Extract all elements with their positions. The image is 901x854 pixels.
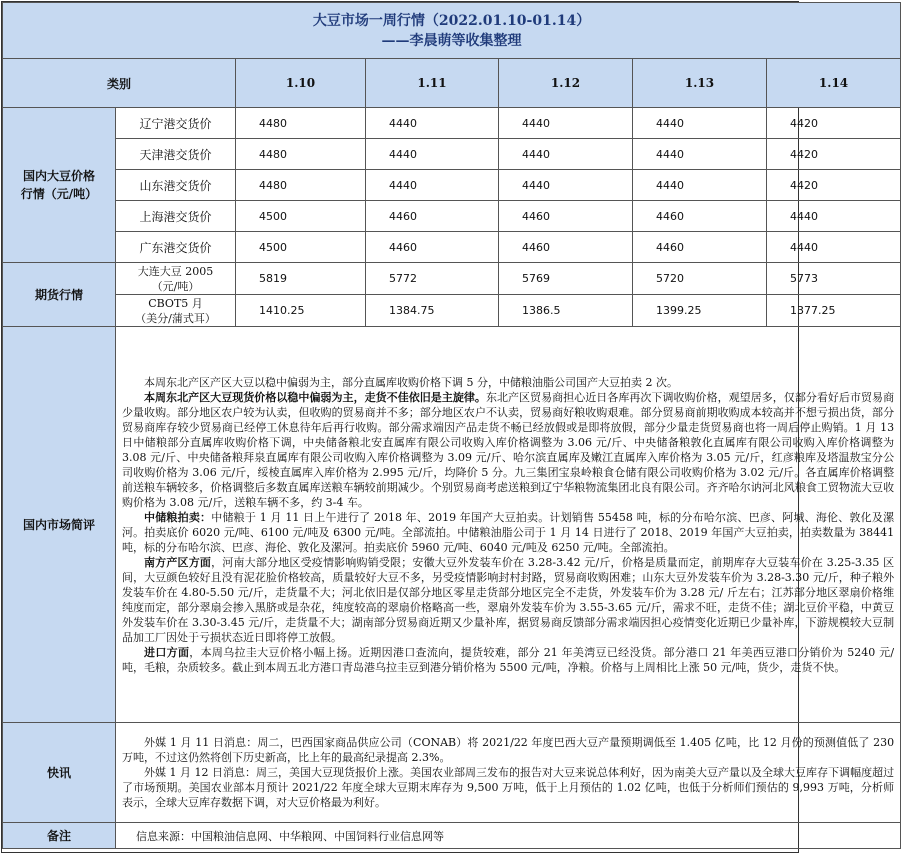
price-cell: 4440: [767, 232, 901, 263]
price-cell: 4500: [236, 232, 366, 263]
futures-contract-name: 大连大豆 2005: [137, 264, 214, 278]
header-date: 1.14: [767, 59, 901, 108]
futures-cell: 1410.25: [236, 295, 366, 327]
title-line2: ——李晨萌等收集整理: [381, 32, 522, 49]
review-emphasis: 中储粮拍卖：: [144, 510, 212, 524]
futures-label: 期货行情: [3, 263, 116, 327]
price-cell: 4440: [366, 108, 499, 139]
review-body: ，本周乌拉圭大豆价格小幅上扬。近期因港口查流向，提货较难，部分 21 年美湾豆已经没货。部分港口 21 年美西豆港口分销价为 5240 元/吨，毛粮，杂质较多。截止到本周五北方港口青岛港乌拉圭豆到港分销价格为 5500 元/吨，净粮。价格与上周相比上涨 50 元/吨，货少，走货不快。: [122, 645, 895, 674]
price-cell: 4460: [499, 232, 633, 263]
futures-row: [3, 263, 901, 295]
port-name: 辽宁港交货价: [116, 108, 236, 139]
news-paragraph: 外媒 1 月 12 日消息：周三，美国大豆现货报价上涨。美国农业部周三发布的报告对大豆来说总体利好，因为南美大豆产量以及全球大豆库存下调幅度超过了市场预期。美国农业部本月预计 2021/22 年度全球大豆期末库存为 9,500 万吨，低于上月预估的 1.02 亿吨，也低于分析师们预估的 9,993 万吨，分析师表示，全球大豆库存数据下调，对大豆价格最为利好。: [122, 766, 895, 809]
futures-cell: 1399.25: [633, 295, 767, 327]
port-name: 广东港交货价: [116, 232, 236, 263]
price-row: [3, 108, 901, 139]
header-category: 类别: [3, 59, 236, 108]
price-cell: 4420: [767, 170, 901, 201]
price-row: [3, 201, 901, 232]
review-body: 东北产区贸易商担心近日各库再次下调收购价格，观望居多，仅部分看好后市贸易商少量收购。部分地区农户较为认卖，但收购的贸易商并不多；部分地区农户不认卖，贸易商好粮收购艰难。部分贸易商前期收购成本较高并不想亏损出货，部分贸易商库存较少贸易商已经停工休息待年后再行收购。部分需求端因产品走货不畅已经放假或是即将放假，部分少量走货贸易商也将一周后停止购销。1 月 13 日中储粮部分直属库收购价格下调，中央储备粮北安直属库有限公司收购入库价格调整为 3.06 元/斤、中央储备粮敦化直属库有限公司收购入库价格调整为 3.08 元/斤、中央储备粮拜泉直属库有限公司收购入库价格调整为 3.09 元/斤、哈尔滨直属库及嫩江直属库入库价格为 3.05 元/斤，红彦粮库及塔温敖宝分公司收购价格为 3.06 元/斤，绥棱直属库入库价格为 2.995 元/斤，均降价 5 分。九三集团宝泉岭粮食仓储有限公司收购价格为 3.02 元/斤。各直属库价格调整前送粮车辆较多，价格调整后多数直属库送粮车辆较前期减少。个别贸易商考虑送粮到辽宁华粮物流集团北良有限公司。齐齐哈尔讷河北风粮食工贸物流大豆收购价格为 3.08 元/斤，送粮车辆不多，约 3-4 车。: [122, 390, 895, 509]
review-body: 中储粮于 1 月 11 日上午进行了 2018 年、2019 年国产大豆拍卖。计划销售 55458 吨，标的分布哈尔滨、巴彦、阿城、海伦、敦化及漯河。拍卖底价 6020 元/吨、6100 元/吨及 6300 元/吨。全部流拍。中储粮油脂公司于 1 月 14 日进行了 2018、2019 年国产大豆拍卖，拍卖数量为 38441 吨，标的分布哈尔滨、巴彦、海伦、敦化及漯河。拍卖底价 5960 元/吨、6040 元/吨及 6250 元/吨。全部流拍。: [122, 510, 895, 554]
futures-row: [3, 295, 901, 327]
review-label: 国内市场简评: [3, 327, 116, 723]
price-cell: 4460: [633, 232, 767, 263]
remarks-text: 信息来源：中国粮油信息网、中华粮网、中国饲料行业信息网等: [116, 823, 901, 849]
review-paragraph: 本周东北产区产区大豆以稳中偏弱为主，部分直属库收购价格下调 5 分，中储粮油脂公司国产大豆拍卖 2 次。: [144, 375, 678, 389]
price-cell: 4440: [633, 170, 767, 201]
review-emphasis: 进口方面: [144, 645, 190, 659]
futures-contract: [116, 263, 236, 295]
header-row: [3, 59, 901, 108]
price-cell: 4460: [366, 201, 499, 232]
futures-cell: 5772: [366, 263, 499, 295]
price-cell: 4500: [236, 201, 366, 232]
price-cell: 4460: [633, 201, 767, 232]
market-report: [1, 1, 895, 853]
price-cell: 4420: [767, 139, 901, 170]
futures-cell: 5773: [767, 263, 901, 295]
review-paragraph: [122, 555, 894, 645]
price-cell: 4440: [499, 139, 633, 170]
report-title: [3, 3, 901, 59]
header-date: 1.11: [366, 59, 499, 108]
review-text: [116, 327, 901, 723]
price-cell: 4480: [236, 170, 366, 201]
futures-cell: 5769: [499, 263, 633, 295]
price-cell: 4440: [767, 201, 901, 232]
price-cell: 4480: [236, 108, 366, 139]
news-label: 快讯: [3, 723, 116, 823]
domestic-label-line1: 国内大豆价格: [22, 169, 95, 183]
futures-cell: 5720: [633, 263, 767, 295]
futures-cell: 1384.75: [366, 295, 499, 327]
price-cell: 4440: [366, 139, 499, 170]
price-row: [3, 139, 901, 170]
port-name: 上海港交货价: [116, 201, 236, 232]
price-row: [3, 170, 901, 201]
header-date: 1.10: [236, 59, 366, 108]
futures-cell: 5819: [236, 263, 366, 295]
futures-contract-unit: （美分/蒲式耳）: [135, 311, 216, 325]
domestic-price-label: [3, 108, 116, 263]
price-cell: 4420: [767, 108, 901, 139]
title-line1: 大豆市场一周行情（2022.01.10-01.14）: [312, 12, 591, 29]
review-emphasis: 南方产区方面: [144, 555, 212, 569]
price-cell: 4460: [366, 232, 499, 263]
review-body: ，河南大部分地区受疫情影响购销受限；安徽大豆外发装车价在 3.28-3.42 元/斤，价格是质量而定，前期库存大豆装车价在 3.25-3.35 区间，大豆颜色较好且没有泥花脸价格较高，质量较好大豆不多，另受疫情影响封村封路，贸易商收购困难；山东大豆外发装车价为 3.28-3.30 元/斤，种子粮外发装车价在 4.80-5.50 元/斤，走货量不大；河北依旧是仅部分地区零星走货部分地区完全不走货，外发装车价为 3.28 元/ 斤左右；江苏部分地区翠扇价格维纯度而定，部分翠扇会掺入黑脐或是杂花，纯度较高的翠扇价格略高一些，翠扇外发装车价为 3.55-3.65 元/斤，需求不旺，走货不佳；湖北豆价平稳，中黄豆外发装车价在 3.30-3.45 元/斤，走货量不大；湖南部分贸易商近期又少量补库，据贸易商反馈部分需求端因担心疫情变化近期已少量补库，下游规模较大豆制品加工厂因处于亏损状态近日即将停工放假。: [122, 555, 895, 644]
price-cell: 4440: [499, 170, 633, 201]
remarks-label: 备注: [3, 823, 116, 849]
report-table: [2, 2, 901, 849]
futures-contract-unit: （元/吨）: [151, 279, 200, 293]
futures-contract: [116, 295, 236, 327]
price-cell: 4480: [236, 139, 366, 170]
news-text: [116, 723, 901, 823]
futures-cell: 1386.5: [499, 295, 633, 327]
remarks-row: [3, 823, 901, 849]
domestic-label-line2: 行情（元/吨）: [20, 187, 98, 201]
review-paragraph: [122, 645, 894, 675]
review-paragraph: [122, 510, 894, 555]
price-cell: 4440: [633, 139, 767, 170]
port-name: 山东港交货价: [116, 170, 236, 201]
futures-cell: 1377.25: [767, 295, 901, 327]
price-row: [3, 232, 901, 263]
news-row: [3, 723, 901, 823]
header-date: 1.13: [633, 59, 767, 108]
review-emphasis: 本周东北产区大豆现货价格以稳中偏弱为主，走货不佳依旧是主旋律。: [144, 390, 486, 404]
header-date: 1.12: [499, 59, 633, 108]
price-cell: 4440: [633, 108, 767, 139]
price-cell: 4440: [366, 170, 499, 201]
futures-contract-name: CBOT5 月: [148, 296, 203, 310]
port-name: 天津港交货价: [116, 139, 236, 170]
review-paragraph: [122, 390, 894, 510]
review-row: [3, 327, 901, 723]
news-paragraph: 外媒 1 月 11 日消息：周二，巴西国家商品供应公司（CONAB）将 2021/22 年度巴西大豆产量预期调低至 1.405 亿吨，比 12 月份的预测值低了 230 万吨，不过这仍然将创下历史新高，比上年的最高纪录提高 2.3%。: [122, 736, 895, 764]
price-cell: 4440: [499, 108, 633, 139]
price-cell: 4460: [499, 201, 633, 232]
